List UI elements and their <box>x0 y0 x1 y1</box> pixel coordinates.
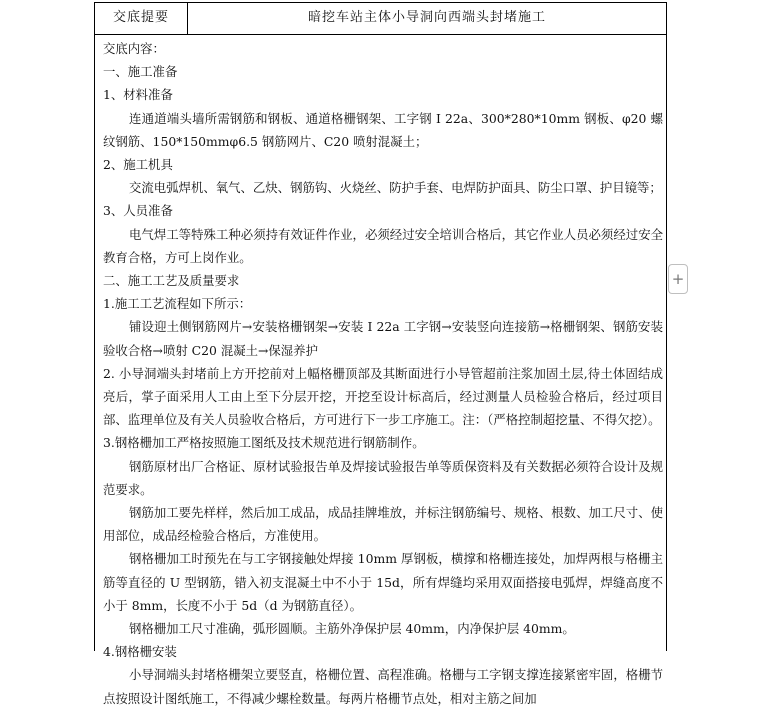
content-paragraph: 交流电弧焊机、氧气、乙炔、钢筋钩、火烧丝、防护手套、电焊防护面具、防尘口罩、护目镜等； <box>129 180 662 196</box>
summary-label: 交底提要 <box>112 10 169 25</box>
content-paragraph: 铺设迎土侧钢筋网片→安装格栅钢架→安装 I 22a 工字钢→安装竖向连接筋→格栅钢架、钢筋安装验收合格→喷射 C20 混凝土→保湿养护 <box>103 319 663 358</box>
content-paragraph: 3、人员准备 <box>103 203 173 219</box>
content-paragraph: 交底内容： <box>103 41 165 56</box>
content-paragraph: 钢格栅加工尺寸准确，弧形圆顺。主筋外净保护层 40mm，内净保护层 40mm。 <box>129 621 575 637</box>
content-paragraph: 3.钢格栅加工严格按照施工图纸及技术规范进行钢筋制作。 <box>103 435 425 451</box>
content-paragraph: 一、施工准备 <box>103 64 178 80</box>
summary-title: 暗挖车站主体小导洞向西端头封堵施工 <box>307 10 546 25</box>
add-button[interactable]: + <box>668 264 688 294</box>
content-paragraph: 2、施工机具 <box>103 157 173 173</box>
content-paragraph: 4.钢格栅安装 <box>103 644 177 660</box>
content-paragraph: 二、施工工艺及质量要求 <box>103 273 240 289</box>
content-paragraph: 1、材料准备 <box>103 87 173 103</box>
content-paragraph: 钢筋加工要先样样，然后加工成品，成品挂牌堆放，并标注钢筋编号、规格、根数、加工尺寸、使用部位，成品经检验合格后，方准使用。 <box>103 505 663 544</box>
content-paragraph: 小导洞端头封堵格栅架立要竖直，格栅位置、高程准确。格栅与工字钢支撑连接紧密牢固，格栅节点按照设计图纸施工，不得减少螺栓数量。每两片格栅节点处，相对主筋之间加 <box>103 667 663 706</box>
content-paragraph: 1.施工工艺流程如下所示： <box>103 296 252 312</box>
content-paragraph: 钢格栅加工时预先在与工字钢接触处焊接 10mm 厚钢板，横撑和格栅连接处，加焊两根与格栅主筋等直径的 U 型钢筋，错入初支混凝土中不小于 15d，所有焊缝均采用双面搭接电弧焊，焊缝高度不小于 8mm，长度不小于 5d（d 为钢筋直径）。 <box>103 551 663 613</box>
table-right-border <box>666 2 667 651</box>
header-bottom-border <box>94 34 667 35</box>
content-paragraph: 钢筋原材出厂合格证、原材试验报告单及焊接试验报告单等质保资料及有关数据必须符合设计及规范要求。 <box>103 458 663 497</box>
content-paragraph: 电气焊工等特殊工种必须持有效证件作业，必须经过安全培训合格后，其它作业人员必须经过安全教育合格，方可上岗作业。 <box>103 226 663 265</box>
content-paragraph: 连通道端头墙所需钢筋和钢板、通道格栅钢架、工字钢 I 22a、300*280*10mm 钢板、φ20 螺纹钢筋、150*150mmφ6.5 钢筋网片、C20 喷射混凝土； <box>103 110 663 149</box>
table-left-border <box>94 2 95 651</box>
disclosure-content <box>103 37 663 710</box>
content-paragraph: 2. 小导洞端头封堵前上方开挖前对上幅格栅顶部及其断面进行小导管超前注浆加固土层,待土体固结成亮后，掌子面采用人工由上至下分层开挖，开挖至设计标高后，经过测量人员检验合格后，经过项目部、监理单位及有关人员验收合格后，方可进行下一步工序施工。注：（严格控制超挖量、不得欠挖）。 <box>103 365 663 428</box>
